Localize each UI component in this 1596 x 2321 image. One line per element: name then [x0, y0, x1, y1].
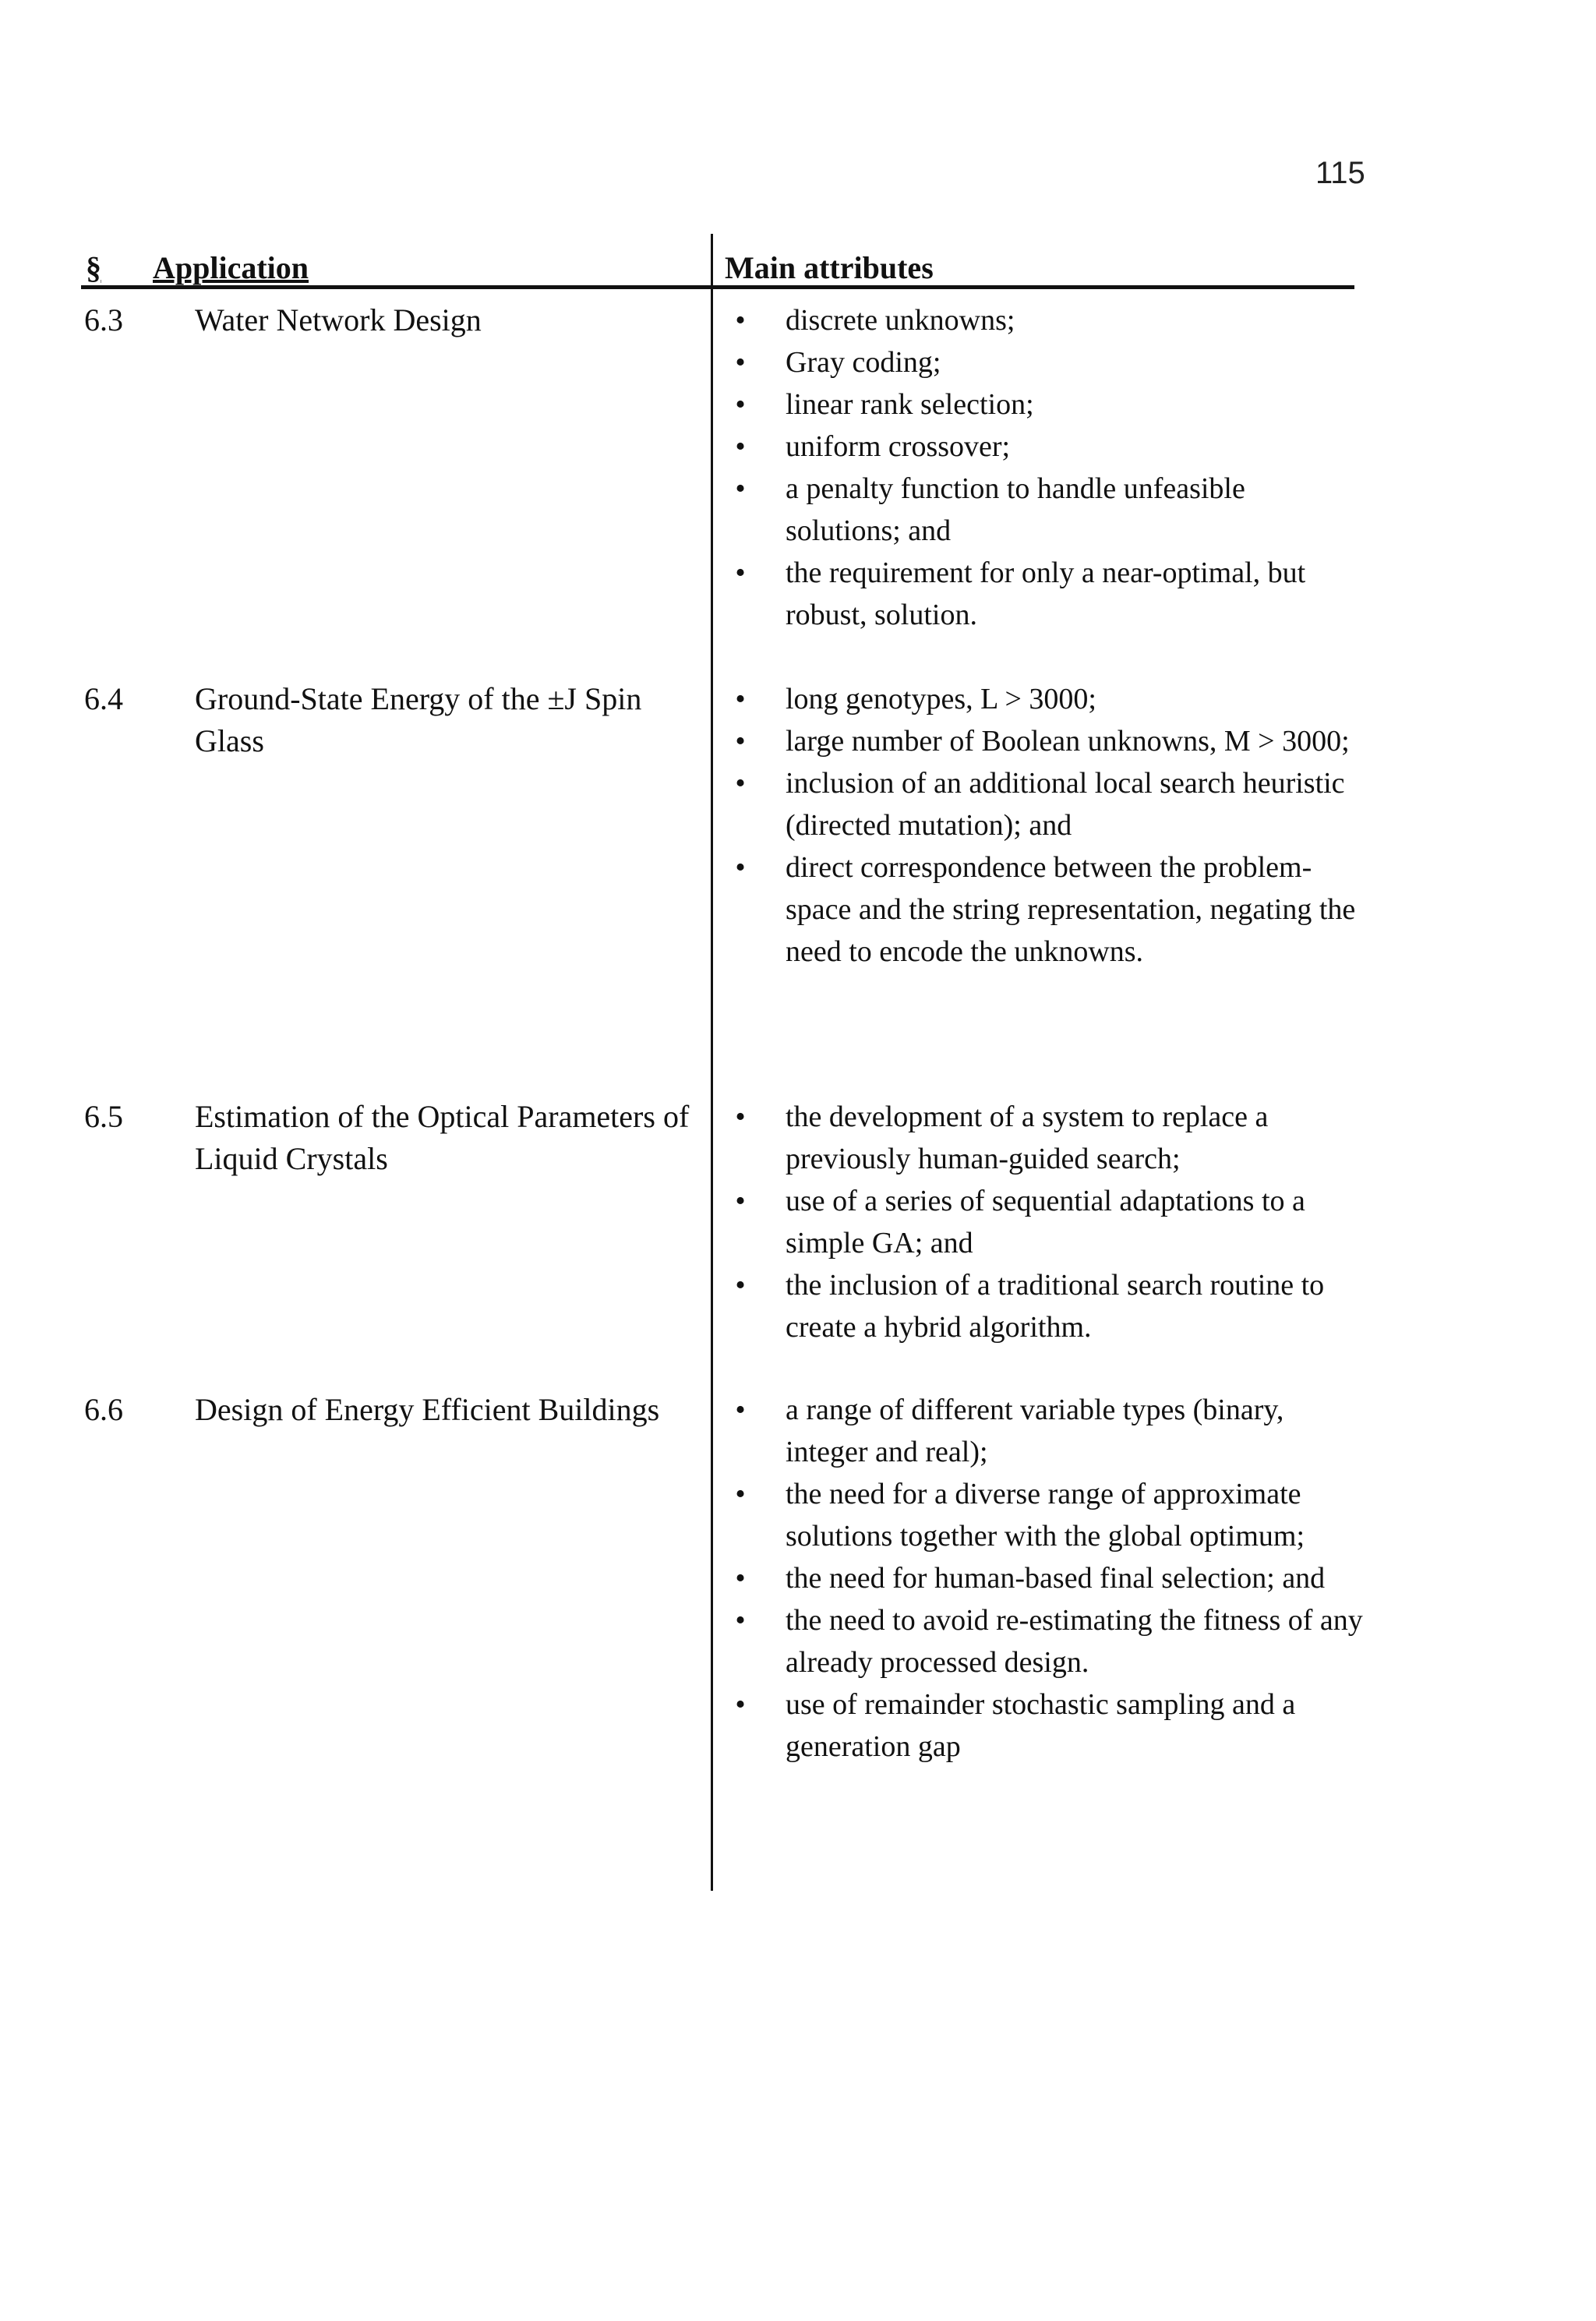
attribute-item: [725, 1264, 1364, 1348]
attribute-item: [725, 1557, 1364, 1599]
bullet-icon: •: [735, 1394, 746, 1426]
bullet-icon: •: [735, 767, 746, 800]
bullet-icon: •: [735, 346, 746, 379]
attribute-item: [725, 468, 1364, 552]
bullet-icon: •: [735, 683, 746, 715]
attribute-item: [725, 678, 1364, 720]
attribute-text: long genotypes, L > 3000;: [786, 683, 1096, 715]
attribute-item: [725, 299, 1364, 341]
attribute-list: [725, 1096, 1364, 1348]
row-application: Ground-State Energy of the ±J Spin Glass: [195, 681, 642, 758]
header-rule: [81, 285, 1354, 289]
attribute-text: use of a series of sequential adaptations to a simple GA; and: [786, 1185, 1305, 1259]
attribute-text: linear rank selection;: [786, 388, 1034, 421]
attribute-list: [725, 299, 1364, 636]
attribute-item: [725, 1683, 1364, 1768]
attribute-item: [725, 426, 1364, 468]
bullet-icon: •: [735, 1478, 746, 1510]
attribute-text: a penalty function to handle unfeasible solutions; and: [786, 472, 1245, 547]
attribute-list: [725, 1389, 1364, 1768]
attribute-text: use of remainder stochastic sampling and a generation gap: [786, 1688, 1296, 1763]
row-section-number: 6.4: [84, 681, 123, 716]
attribute-text: discrete unknowns;: [786, 304, 1015, 337]
bullet-icon: •: [735, 851, 746, 884]
attribute-item: [725, 552, 1364, 636]
bullet-icon: •: [735, 1562, 746, 1595]
attribute-text: the need for a diverse range of approximate solutions together with the global optimum;: [786, 1478, 1305, 1553]
attribute-item: [725, 720, 1364, 762]
attribute-list: [725, 678, 1364, 973]
attribute-item: [725, 762, 1364, 846]
bullet-icon: •: [735, 388, 746, 421]
bullet-icon: •: [735, 556, 746, 589]
row-application: Estimation of the Optical Parameters of Liquid Crystals: [195, 1099, 690, 1176]
attribute-item: [725, 1473, 1364, 1557]
attribute-text: Gray coding;: [786, 346, 941, 379]
attribute-item: [725, 1096, 1364, 1180]
attribute-item: [725, 341, 1364, 383]
attribute-text: direct correspondence between the problem-space and the string representation, negating the need to encode the unknowns.: [786, 851, 1356, 968]
bullet-icon: •: [735, 725, 746, 758]
row-section-number: 6.5: [84, 1099, 123, 1134]
bullet-icon: •: [735, 1269, 746, 1302]
bullet-icon: •: [735, 1185, 746, 1217]
attribute-item: [725, 1389, 1364, 1473]
bullet-icon: •: [735, 1100, 746, 1133]
attribute-item: [725, 383, 1364, 426]
row-section-number: 6.3: [84, 302, 123, 337]
attribute-text: a range of different variable types (binary, integer and real);: [786, 1394, 1284, 1468]
row-section-number: 6.6: [84, 1392, 123, 1427]
header-main-attributes: Main attributes: [725, 250, 934, 285]
bullet-icon: •: [735, 1604, 746, 1637]
bullet-icon: •: [735, 430, 746, 463]
attribute-text: the need to avoid re-estimating the fitness of any already processed design.: [786, 1604, 1363, 1679]
bullet-icon: •: [735, 472, 746, 505]
attribute-text: the requirement for only a near-optimal, but robust, solution.: [786, 556, 1306, 631]
attribute-text: inclusion of an additional local search heuristic (directed mutation); and: [786, 767, 1345, 842]
row-application: Design of Energy Efficient Buildings: [195, 1392, 660, 1427]
row-application: Water Network Design: [195, 302, 482, 337]
header-section: §: [86, 250, 101, 285]
bullet-icon: •: [735, 304, 746, 337]
attribute-text: the inclusion of a traditional search routine to create a hybrid algorithm.: [786, 1269, 1325, 1344]
bullet-icon: •: [735, 1688, 746, 1721]
attribute-item: [725, 1180, 1364, 1264]
header-application: Application: [153, 250, 309, 285]
column-divider: [711, 234, 713, 1891]
attribute-item: [725, 1599, 1364, 1683]
attribute-text: the development of a system to replace a previously human-guided search;: [786, 1100, 1269, 1175]
attribute-text: large number of Boolean unknowns, M > 3000;: [786, 725, 1350, 758]
attribute-text: the need for human-based final selection; and: [786, 1562, 1326, 1595]
page-number: 115: [1315, 156, 1365, 190]
attribute-item: [725, 846, 1364, 973]
attribute-text: uniform crossover;: [786, 430, 1011, 463]
